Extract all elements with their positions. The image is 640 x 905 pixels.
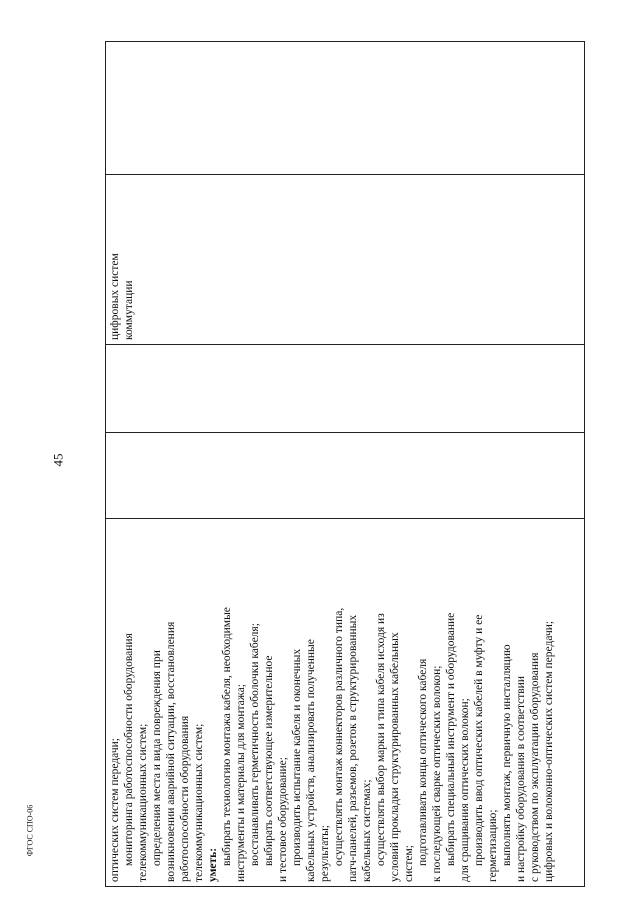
skills-line: систем; — [403, 845, 415, 882]
mdk-cell — [106, 175, 585, 345]
skills-line: производить испытание кабеля и оконечных — [291, 648, 303, 866]
skills-line: инструменты и материалы для монтажа; — [235, 683, 247, 882]
competency-codes-cell — [106, 42, 585, 175]
hours-cell-2 — [106, 345, 585, 433]
skills-line: цифровых и волоконно-оптических систем передачи; — [543, 620, 555, 882]
skills-line: условий прокладки структурированных кабельных — [389, 632, 401, 882]
skills-line: восстанавливать герметичность оболочки кабеля; — [249, 623, 261, 866]
skills-line: осуществлять выбор марки и типа кабеля исходя из — [375, 613, 387, 866]
skills-line: выбирать технологию монтажа кабеля, необходимые — [221, 607, 233, 866]
skills-line: патч-панелей, разъемов, розеток в структурированных — [347, 614, 359, 882]
page-number: 45 — [50, 453, 66, 467]
skills-line: возникновении аварийной ситуации, восстановления — [165, 621, 177, 882]
hours-cell-1 — [106, 433, 585, 519]
skills-line: оптических систем передачи; — [109, 738, 121, 882]
mdk-line: цифровых систем — [109, 253, 121, 340]
skills-line: осуществлять монтаж коннекторов различного типа, — [333, 607, 345, 866]
skills-line: телекоммуникационных систем; — [193, 723, 205, 882]
skills-cell — [106, 519, 585, 887]
skills-line: выбирать специальный инструмент и оборудование — [445, 612, 457, 866]
skills-line: выполнять монтаж, первичную инсталляцию — [501, 644, 513, 866]
rotated-table-container — [105, 42, 585, 887]
skills-line: с руководством по эксплуатации оборудования — [529, 652, 541, 882]
skills-line: и настройку оборудования в соответствии — [515, 676, 527, 882]
skills-line: мониторинга работоспособности оборудования — [123, 633, 135, 866]
skills-line: уметь: — [207, 847, 219, 882]
skills-line: для сращивания оптических волокон; — [459, 698, 471, 882]
skills-line: определения места и вида повреждения при — [151, 650, 163, 866]
skills-line: кабельных системах; — [361, 779, 373, 882]
skills-line: работоспособности оборудования — [179, 715, 191, 882]
competency-table — [105, 41, 585, 887]
skills-line: результаты; — [319, 824, 331, 882]
footer-code: ФГОС СПО-06 — [25, 804, 35, 857]
skills-line: выбирать соответствующее измерительное — [263, 655, 275, 866]
skills-line: герметизацию; — [487, 809, 499, 882]
table-row — [106, 42, 585, 887]
skills-line: кабельных устройств, анализировать полученные — [305, 639, 317, 882]
skills-line: к последующей сварке оптических волокон; — [431, 665, 443, 882]
mdk-line: коммутации — [123, 280, 135, 340]
skills-line: телекоммуникационных систем; — [137, 723, 149, 882]
skills-line: и тестовое оборудование; — [277, 757, 289, 882]
rotated-table-wrapper — [105, 42, 585, 887]
skills-line: производить ввод оптических кабелей в муфту и ее — [473, 614, 485, 866]
skills-line: подготавливать концы оптического кабеля — [417, 658, 429, 866]
